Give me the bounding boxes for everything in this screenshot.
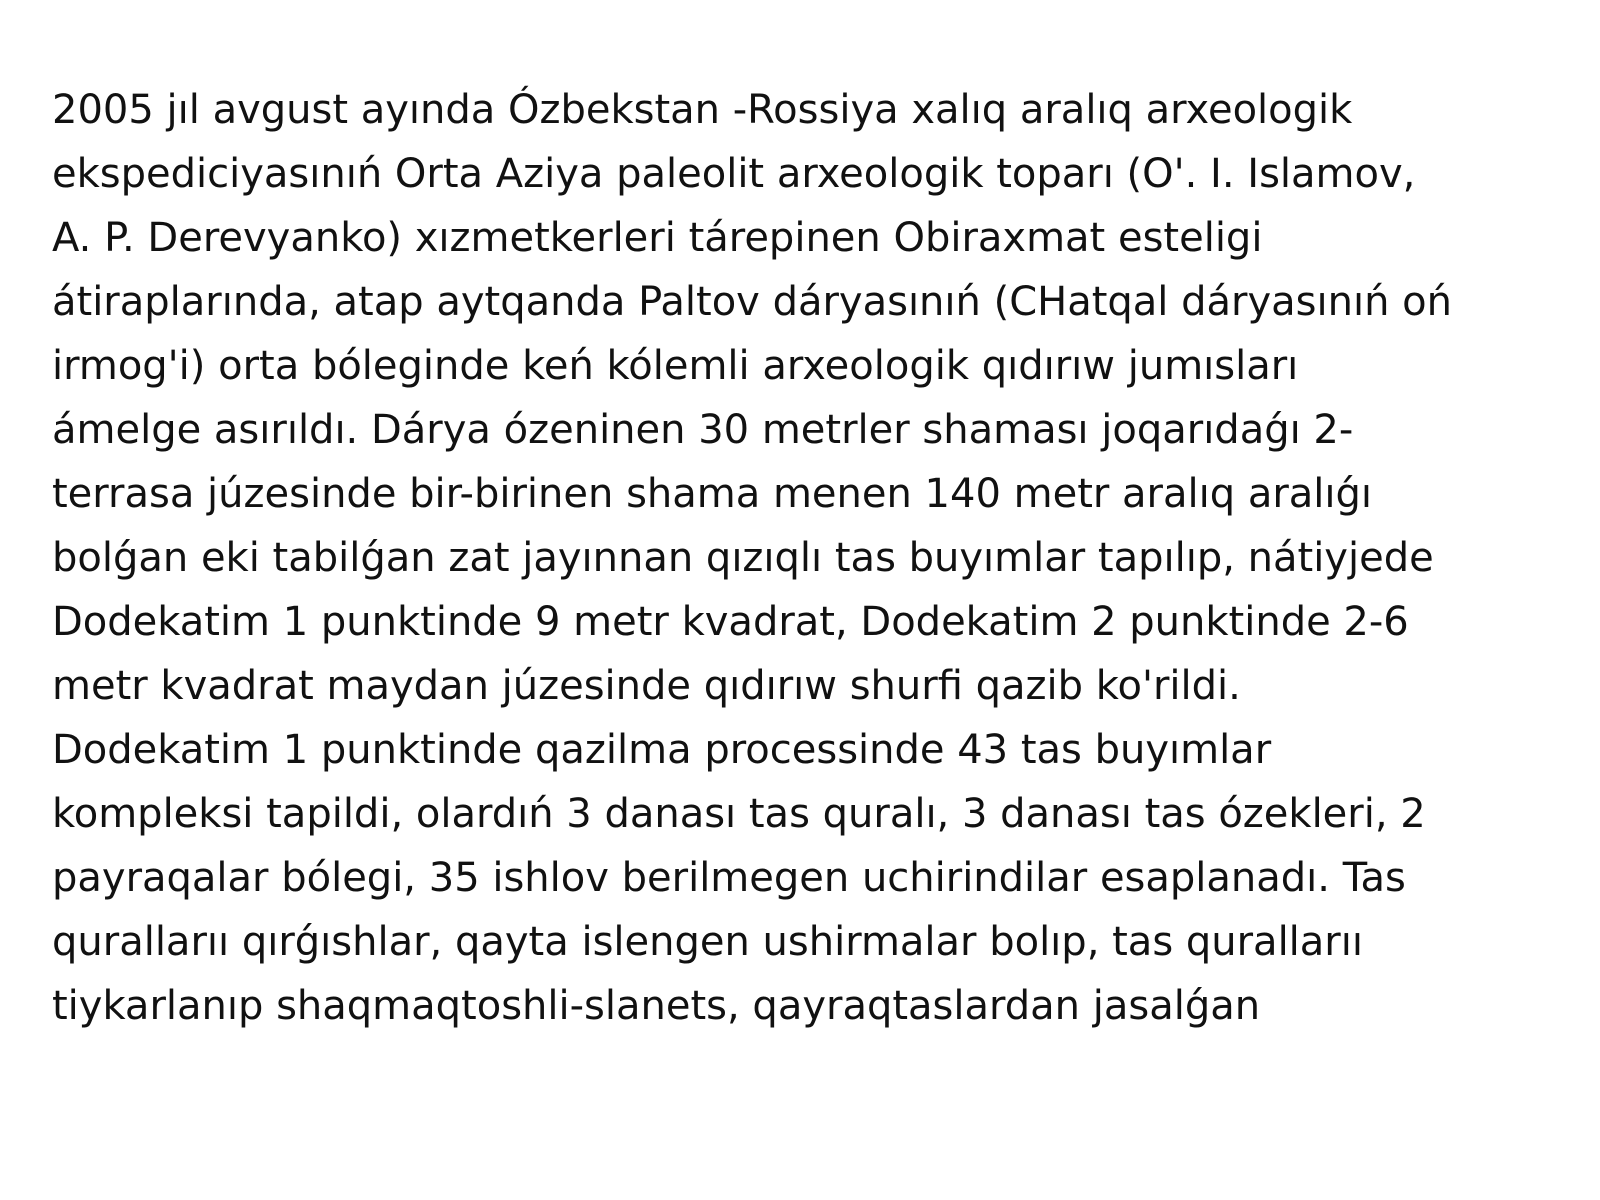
text-line-2: ekspediciyasınıń Orta Aziya paleolit arxeologik toparı (O'. I. Islamov, <box>52 151 1416 197</box>
text-line-9: Dodekatim 1 punktinde 9 metr kvadrat, Dodekatim 2 punktinde 2-6 <box>52 599 1409 645</box>
text-line-15: tiykarlanıp shaqmaqtoshli-slanets, qayraqtaslardan jasalǵan <box>52 983 1261 1029</box>
text-line-1: 2005 jıl avgust ayında Ózbekstan -Rossiya xalıq aralıq arxeologik <box>52 87 1353 133</box>
body-paragraph <box>52 78 1592 1038</box>
text-line-13: payraqalar bólegi, 35 ishlov berilmegen uchirindilar esaplanadı. Tas <box>52 855 1406 901</box>
text-line-11: Dodekatim 1 punktinde qazilma processinde 43 tas buyımlar <box>52 727 1272 773</box>
text-line-4: átiraplarında, atap aytqanda Paltov dáryasınıń (CHatqal dáryasınıń oń <box>52 279 1452 325</box>
text-line-7: terrasa júzesinde bir-birinen shama menen 140 metr aralıq aralıǵı <box>52 471 1373 517</box>
text-line-10: metr kvadrat maydan júzesinde qıdırıw shurfi qazib ko'rildi. <box>52 663 1241 709</box>
text-line-3: A. P. Derevyanko) xızmetkerleri tárepinen Obiraxmat esteligi <box>52 215 1263 261</box>
text-line-8: bolǵan eki tabilǵan zat jayınnan qızıqlı tas buyımlar tapılıp, nátiyjede <box>52 535 1434 581</box>
text-line-5: irmog'i) orta bóleginde keń kólemli arxeologik qıdırıw jumısları <box>52 343 1299 389</box>
text-line-12: kompleksi tapildi, olardıń 3 danası tas quralı, 3 danası tas ózekleri, 2 <box>52 791 1426 837</box>
text-line-6: ámelge asırıldı. Dárya ózeninen 30 metrler shaması joqarıdaǵı 2- <box>52 407 1354 453</box>
text-line-14: qurallarıı qırǵıshlar, qayta islengen ushirmalar bolıp, tas qurallarıı <box>52 919 1363 965</box>
